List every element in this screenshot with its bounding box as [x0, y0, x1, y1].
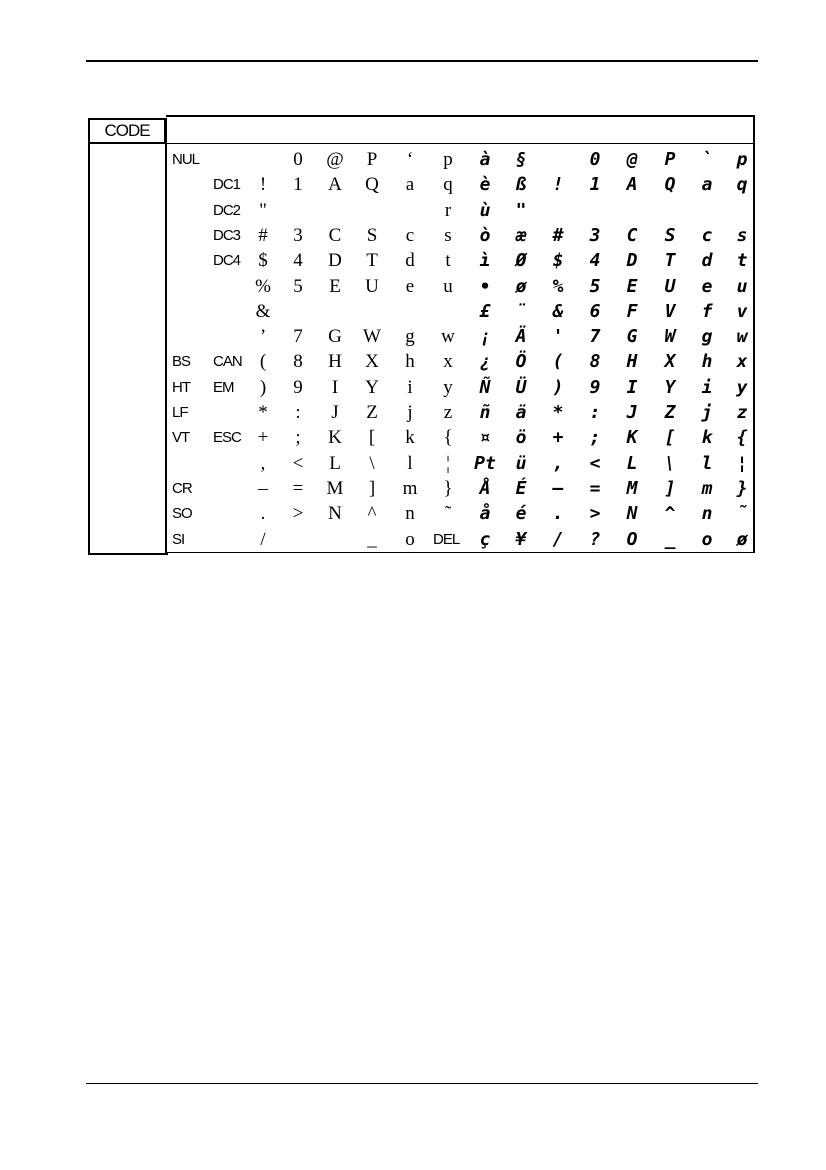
char-cell: ¤	[479, 427, 491, 449]
char-cell: h	[405, 351, 415, 373]
char-cell: }	[443, 477, 453, 499]
char-cell: N	[626, 503, 638, 525]
page-bottom-rule	[86, 1083, 758, 1084]
char-cell	[655, 199, 685, 223]
char-cell: _	[367, 528, 377, 550]
char-cell: <	[589, 452, 601, 474]
char-cell: ?	[589, 528, 601, 550]
char-cell: ,	[260, 452, 266, 474]
char-cell: J	[626, 402, 638, 423]
char-cell: m	[402, 477, 418, 499]
char-cell: n	[405, 503, 415, 525]
char-cell: P	[366, 149, 378, 170]
char-cell: C	[626, 224, 638, 246]
char-cell: ß	[515, 174, 527, 196]
char-cell: 6	[589, 300, 601, 322]
char-cell: ,	[552, 452, 564, 474]
char-cell: VT	[172, 429, 190, 447]
char-cell: ñ	[479, 402, 491, 423]
char-cell: 4	[589, 250, 601, 272]
char-cell: U	[664, 275, 676, 297]
char-cell: .	[552, 503, 564, 525]
char-cell: 0	[589, 149, 601, 170]
char-cell: /	[260, 528, 266, 550]
char-cell: Q	[664, 174, 676, 196]
char-cell: 3	[293, 224, 303, 246]
char-cell: æ	[515, 224, 527, 246]
char-cell: :	[295, 402, 301, 423]
char-cell: ¨	[515, 300, 527, 322]
char-cell: )	[259, 376, 267, 398]
char-cell: *	[258, 402, 268, 423]
char-cell: SO	[172, 505, 192, 523]
char-cell: i	[701, 376, 713, 398]
char-cell: z	[443, 402, 453, 423]
char-cell	[248, 148, 278, 172]
char-cell: 7	[293, 326, 303, 348]
char-cell: `	[701, 149, 713, 170]
char-cell: Å	[479, 477, 491, 499]
char-cell: CAN	[213, 353, 242, 371]
table-bottom-border-right	[166, 552, 755, 553]
char-cell: ä	[515, 402, 527, 423]
char-cell	[357, 199, 387, 223]
char-cell: k	[405, 427, 415, 449]
char-cell	[395, 300, 425, 324]
page-top-rule	[86, 60, 758, 62]
char-cell: 5	[589, 275, 601, 297]
char-cell: W	[363, 326, 381, 348]
char-cell: ’	[259, 326, 267, 348]
char-cell: 4	[293, 250, 303, 272]
char-cell: EM	[213, 378, 234, 396]
char-cell: ¿	[479, 351, 491, 373]
char-cell: £	[479, 300, 491, 322]
char-cell: S	[664, 224, 676, 246]
char-cell: 7	[589, 326, 601, 348]
char-cell: v	[736, 300, 748, 322]
char-cell: u	[736, 275, 748, 297]
char-cell: +	[552, 427, 564, 449]
char-cell: E	[626, 275, 638, 297]
char-cell: w	[441, 326, 455, 348]
char-cell: r	[444, 199, 452, 221]
char-cell: DC1	[213, 176, 241, 194]
char-cell: d	[701, 250, 713, 272]
char-cell	[433, 300, 463, 324]
char-cell: D	[328, 250, 342, 272]
char-cell: 5	[293, 275, 303, 297]
char-cell: p	[736, 149, 748, 170]
char-cell: 1	[589, 174, 601, 196]
char-cell	[395, 199, 425, 223]
char-cell: ]	[368, 477, 376, 499]
char-cell: e	[701, 275, 713, 297]
char-cell: I	[626, 376, 638, 398]
char-cell: M	[326, 477, 344, 499]
char-cell: HT	[172, 378, 190, 396]
char-cell: Z	[366, 402, 378, 423]
char-cell	[543, 199, 573, 223]
char-cell	[283, 528, 313, 552]
char-cell: e	[405, 275, 415, 297]
char-cell: t	[445, 250, 451, 272]
char-cell: G	[626, 326, 638, 348]
char-cell: NUL	[172, 151, 200, 168]
char-cell: ò	[479, 224, 491, 246]
char-cell: !	[552, 174, 564, 196]
char-cell: p	[443, 149, 453, 170]
char-cell: H	[626, 351, 638, 373]
char-cell: LF	[172, 404, 188, 421]
char-cell: z	[736, 402, 748, 423]
char-cell: ;	[589, 427, 601, 449]
char-cell: Ü	[515, 376, 527, 398]
char-cell: )	[552, 376, 564, 398]
char-cell: i	[407, 376, 413, 398]
char-cell: \	[369, 452, 375, 474]
char-cell: :	[589, 402, 601, 423]
char-cell: >	[292, 503, 304, 525]
char-cell: J	[331, 402, 339, 423]
char-cell: u	[443, 275, 453, 297]
char-cell: T	[664, 250, 676, 272]
char-cell: _	[664, 528, 676, 550]
char-cell: (	[259, 351, 267, 373]
char-cell: a	[405, 174, 415, 196]
char-cell: "	[259, 199, 267, 221]
char-cell: ù	[479, 199, 491, 221]
char-cell: DC4	[213, 252, 241, 270]
char-cell: DEL	[433, 530, 460, 548]
char-cell: (	[552, 351, 564, 373]
char-cell: $	[258, 250, 268, 272]
char-cell: l	[407, 452, 413, 474]
char-cell: Ä	[515, 326, 527, 348]
char-cell: ]	[664, 477, 676, 499]
char-cell: Ñ	[479, 376, 491, 398]
char-cell: –	[258, 477, 268, 499]
char-cell: j	[407, 402, 413, 423]
char-cell: Q	[365, 174, 379, 196]
char-cell: T	[366, 250, 378, 272]
char-cell: ^	[664, 503, 676, 525]
char-cell: ˜	[444, 503, 452, 525]
table-top-border	[166, 115, 755, 117]
char-cell: /	[552, 528, 564, 550]
char-cell: &	[552, 300, 564, 322]
table-header-divider	[88, 143, 755, 144]
char-cell: %	[552, 275, 564, 297]
char-cell: g	[701, 326, 713, 348]
char-cell	[320, 300, 350, 324]
char-cell: H	[328, 351, 342, 373]
char-cell: @	[326, 149, 344, 170]
char-cell: ç	[479, 528, 491, 550]
char-cell: >	[589, 503, 601, 525]
char-cell: =	[292, 477, 304, 499]
char-cell: c	[405, 224, 415, 246]
char-cell: 1	[293, 174, 303, 196]
char-cell: n	[701, 503, 713, 525]
char-cell: d	[405, 250, 415, 272]
char-cell: ¡	[479, 326, 491, 348]
char-cell: q	[443, 174, 453, 196]
char-cell: Y	[365, 376, 379, 398]
char-cell: A	[626, 174, 638, 196]
char-cell: $	[552, 250, 564, 272]
char-cell: ˜	[736, 503, 748, 525]
char-cell: h	[701, 351, 713, 373]
char-cell: 9	[293, 376, 303, 398]
char-cell	[617, 199, 647, 223]
char-cell	[543, 148, 573, 172]
char-cell	[172, 300, 216, 324]
char-cell: –	[552, 477, 564, 499]
char-cell: 8	[589, 351, 601, 373]
char-cell: a	[701, 174, 713, 196]
char-cell: ü	[515, 452, 527, 474]
char-cell: D	[626, 250, 638, 272]
char-cell	[172, 249, 216, 273]
char-cell	[172, 275, 216, 299]
char-cell: ¦	[736, 452, 748, 474]
char-cell: k	[701, 427, 713, 449]
char-cell: DC2	[213, 201, 241, 219]
char-cell: •	[479, 275, 491, 297]
char-cell: X	[664, 351, 676, 373]
char-cell: C	[328, 224, 342, 246]
char-cell: ESC	[213, 429, 241, 447]
char-cell: BS	[172, 353, 191, 371]
char-cell: I	[331, 376, 339, 398]
char-cell: ø	[736, 528, 748, 550]
char-cell: P	[664, 149, 676, 170]
char-cell: o	[701, 528, 713, 550]
char-cell: =	[589, 477, 601, 499]
table-bottom-border	[88, 553, 168, 555]
char-cell: O	[626, 528, 638, 550]
char-cell	[580, 199, 610, 223]
char-cell: #	[258, 224, 268, 246]
char-cell: m	[701, 477, 713, 499]
char-cell: É	[515, 477, 527, 499]
code-label: CODE	[104, 121, 150, 140]
char-cell: {	[443, 427, 453, 449]
char-cell: V	[664, 300, 676, 322]
char-cell: g	[405, 326, 415, 348]
char-cell: c	[701, 224, 713, 246]
char-cell: 0	[293, 149, 303, 170]
char-cell: Y	[664, 376, 676, 398]
code-column-header	[88, 118, 166, 144]
char-cell: 9	[589, 376, 601, 398]
char-cell: à	[479, 149, 491, 170]
char-cell: f	[701, 300, 713, 322]
char-cell: x	[443, 351, 453, 373]
char-cell: å	[479, 503, 491, 525]
char-cell	[172, 173, 216, 197]
char-cell: 3	[589, 224, 601, 246]
char-cell: SI	[172, 530, 185, 548]
char-cell	[357, 300, 387, 324]
char-cell	[727, 199, 757, 223]
char-cell: y	[443, 376, 453, 398]
char-cell: s	[444, 224, 452, 246]
char-cell: '	[552, 326, 564, 348]
char-cell: L	[329, 452, 341, 474]
char-cell: }	[736, 477, 748, 499]
char-cell: G	[328, 326, 342, 348]
char-cell: X	[365, 351, 379, 373]
char-cell: E	[329, 275, 341, 297]
char-cell: %	[255, 275, 271, 297]
char-cell: l	[701, 452, 713, 474]
char-cell: W	[664, 326, 676, 348]
char-cell: ø	[515, 275, 527, 297]
char-cell: ¥	[515, 528, 527, 550]
char-cell: DC3	[213, 226, 241, 244]
char-cell: A	[328, 174, 342, 196]
char-cell: F	[626, 300, 638, 322]
char-cell: "	[515, 199, 527, 221]
char-cell: ‘	[406, 149, 414, 170]
char-cell: [	[368, 427, 376, 449]
char-cell: !	[259, 174, 267, 196]
char-cell: ¦	[446, 452, 450, 474]
char-cell: é	[515, 503, 527, 525]
char-cell	[172, 452, 216, 476]
char-cell: M	[626, 477, 638, 499]
char-cell: j	[701, 402, 713, 423]
char-cell: t	[736, 250, 748, 272]
char-cell: CR	[172, 479, 192, 497]
char-cell	[692, 199, 722, 223]
char-cell: K	[328, 427, 342, 449]
char-cell: <	[292, 452, 304, 474]
char-cell: #	[552, 224, 564, 246]
char-cell: w	[736, 326, 748, 348]
char-cell: q	[736, 174, 748, 196]
char-cell: è	[479, 174, 491, 196]
char-cell	[283, 300, 313, 324]
char-cell	[172, 224, 216, 248]
char-cell: Ö	[515, 351, 527, 373]
table-left-border	[88, 118, 90, 553]
char-cell: Z	[664, 402, 676, 423]
char-cell	[172, 325, 216, 349]
char-cell: K	[626, 427, 638, 449]
char-cell: s	[736, 224, 748, 246]
char-cell: U	[365, 275, 379, 297]
char-cell: \	[664, 452, 676, 474]
char-cell: +	[257, 427, 269, 449]
char-cell	[320, 528, 350, 552]
table-column-divider	[165, 118, 167, 555]
char-cell: ö	[515, 427, 527, 449]
char-cell: ;	[295, 427, 301, 449]
char-cell	[320, 199, 350, 223]
char-cell: {	[736, 427, 748, 449]
char-cell: S	[366, 224, 378, 246]
char-cell: ^	[367, 503, 377, 525]
char-cell: ì	[479, 250, 491, 272]
char-cell: .	[260, 503, 266, 525]
char-cell	[172, 199, 216, 223]
char-cell	[283, 199, 313, 223]
char-cell: &	[255, 300, 271, 322]
char-cell: §	[515, 149, 527, 170]
char-cell: y	[736, 376, 748, 398]
char-cell: o	[405, 528, 415, 550]
char-cell: *	[552, 402, 564, 423]
char-cell: Pt	[474, 452, 496, 474]
char-cell: L	[626, 452, 638, 474]
char-cell: @	[626, 149, 638, 170]
char-cell: 8	[293, 351, 303, 373]
char-cell: [	[664, 427, 676, 449]
char-cell: N	[328, 503, 342, 525]
char-cell: x	[736, 351, 748, 373]
char-cell: Ø	[515, 250, 527, 272]
